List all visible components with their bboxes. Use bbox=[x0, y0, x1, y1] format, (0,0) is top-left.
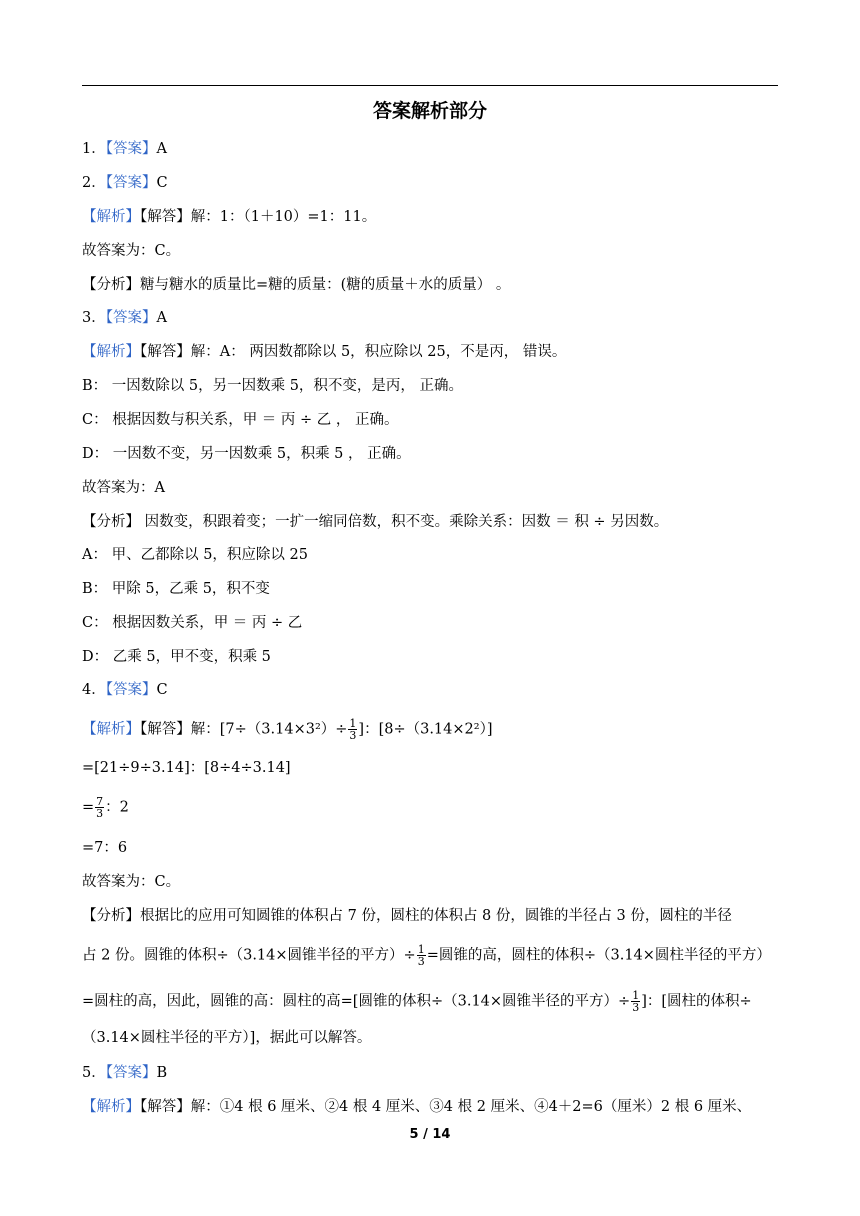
q3-fenxi-line bbox=[82, 512, 668, 532]
q3-fenxi-d: D： 乙乘 5，甲不变，积乘 5 bbox=[82, 649, 271, 665]
q3-fenxi-c: C： 根据因数关系，甲 ＝ 丙 ÷ 乙 bbox=[82, 615, 303, 631]
q2-solution: 解：1：（1＋10）=1：11。 bbox=[190, 209, 377, 225]
fraction-denominator: 3 bbox=[632, 1001, 640, 1014]
answer-tag: 【答案】 bbox=[105, 310, 157, 326]
q5-number: 5． bbox=[82, 1065, 106, 1081]
answer-tag: 【答案】 bbox=[105, 1065, 157, 1081]
page-title: 答案解析部分 bbox=[372, 100, 487, 122]
solve-tag: 【解答】 bbox=[140, 1099, 191, 1115]
fraction-numerator: 1 bbox=[632, 989, 640, 1002]
q4-fenxi-3b: ]：[圆柱的体积÷ bbox=[641, 993, 752, 1010]
fenxi-tag: 【分析】 bbox=[82, 514, 140, 530]
analysis-tag: 【解析】 bbox=[82, 344, 140, 360]
q4-conclusion: 故答案为：C。 bbox=[82, 874, 181, 890]
q1-answer-line bbox=[82, 139, 167, 159]
fraction-one-third bbox=[631, 990, 640, 1013]
q4-fenxi-line-2 bbox=[82, 944, 771, 967]
q2-number: 2． bbox=[82, 175, 106, 191]
q3-answer: A bbox=[156, 310, 167, 326]
q5-answer-line bbox=[82, 1063, 167, 1083]
q4-solution-b: ]：[8÷（3.14×2²）] bbox=[358, 721, 493, 738]
q5-solution-line bbox=[82, 1097, 751, 1117]
q2-answer-line bbox=[82, 173, 168, 193]
fraction-numerator: 1 bbox=[417, 943, 425, 956]
q4-step-2 bbox=[82, 796, 129, 819]
q4-fenxi-2a: 占 2 份。圆锥的体积÷（3.14×圆锥半径的平方）÷ bbox=[82, 947, 416, 964]
q4-step-2-eq: = bbox=[82, 799, 95, 816]
analysis-tag: 【解析】 bbox=[82, 209, 140, 225]
q3-option-c: C： 根据因数与积关系，甲 ＝ 丙 ÷ 乙 ， 正确。 bbox=[82, 412, 399, 428]
q3-number: 3． bbox=[82, 310, 106, 326]
q4-number: 4． bbox=[82, 682, 106, 698]
q3-option-b: B： 一因数除以 5，另一因数乘 5，积不变，是丙， 正确。 bbox=[82, 378, 464, 394]
q2-conclusion: 故答案为：C。 bbox=[82, 243, 181, 259]
fraction-seven-thirds bbox=[95, 796, 104, 819]
q4-solution-line bbox=[82, 718, 492, 741]
q1-number: 1． bbox=[82, 141, 106, 157]
q4-fenxi-line-1 bbox=[82, 906, 732, 926]
q4-fenxi-4: （3.14×圆柱半径的平方）]，据此可以解答。 bbox=[82, 1030, 372, 1046]
fraction-one-third bbox=[348, 718, 357, 741]
answer-tag: 【答案】 bbox=[105, 141, 157, 157]
q4-answer-line bbox=[82, 680, 168, 700]
q4-fenxi-2b: =圆锥的高，圆柱的体积÷（3.14×圆柱半径的平方） bbox=[426, 947, 771, 964]
answer-tag: 【答案】 bbox=[105, 682, 157, 698]
q3-solution-line bbox=[82, 342, 566, 362]
q3-fenxi-a: A： 甲、乙都除以 5，积应除以 25 bbox=[82, 547, 308, 563]
q3-fenxi: 因数变，积跟着变；一扩一缩同倍数，积不变。乘除关系：因数 ＝ 积 ÷ 另因数。 bbox=[140, 514, 669, 530]
q2-solution-line bbox=[82, 207, 376, 227]
q2-answer: C bbox=[156, 175, 168, 191]
q4-fenxi-3a: =圆柱的高，因此，圆锥的高：圆柱的高=[圆锥的体积÷（3.14×圆锥半径的平方）÷ bbox=[82, 993, 631, 1010]
q1-answer: A bbox=[156, 141, 167, 157]
fraction-numerator: 1 bbox=[349, 717, 357, 730]
analysis-tag: 【解析】 bbox=[82, 721, 140, 738]
fenxi-tag: 【分析】 bbox=[82, 277, 140, 293]
q2-fenxi: 糖与糖水的质量比=糖的质量：(糖的质量＋水的质量） 。 bbox=[140, 277, 511, 293]
q3-conclusion: 故答案为：A bbox=[82, 480, 165, 496]
fraction-numerator: 7 bbox=[96, 795, 104, 808]
analysis-tag: 【解析】 bbox=[82, 1099, 140, 1115]
q4-fenxi-1: 根据比的应用可知圆锥的体积占 7 份，圆柱的体积占 8 份，圆锥的半径占 3 份，圆柱的半径 bbox=[140, 908, 732, 924]
q3-answer-line bbox=[82, 308, 167, 328]
q5-answer: B bbox=[156, 1065, 168, 1081]
q4-solution-a: 解：[7÷（3.14×3²）÷ bbox=[190, 721, 348, 738]
fenxi-tag: 【分析】 bbox=[82, 908, 140, 924]
page-number: 5 / 14 bbox=[409, 1127, 451, 1142]
header-rule bbox=[82, 85, 778, 86]
solve-tag: 【解答】 bbox=[140, 344, 191, 360]
solve-tag: 【解答】 bbox=[140, 721, 191, 738]
fraction-denominator: 3 bbox=[349, 729, 357, 742]
q3-fenxi-b: B： 甲除 5，乙乘 5，积不变 bbox=[82, 581, 270, 597]
q3-option-d: D： 一因数不变，另一因数乘 5，积乘 5 ， 正确。 bbox=[82, 446, 411, 462]
q4-step-3: =7：6 bbox=[82, 840, 128, 856]
q2-fenxi-line bbox=[82, 275, 510, 295]
solve-tag: 【解答】 bbox=[140, 209, 191, 225]
q4-step-2-rest: ：2 bbox=[105, 799, 129, 816]
q5-solution: 解：①4 根 6 厘米、②4 根 4 厘米、③4 根 2 厘米、④4＋2=6（厘米）2 根 6 厘米、 bbox=[190, 1099, 752, 1115]
q4-fenxi-line-3 bbox=[82, 990, 752, 1013]
fraction-one-third bbox=[417, 944, 426, 967]
q3-solution: 解：A： 两因数都除以 5，积应除以 25，不是丙， 错误。 bbox=[190, 344, 567, 360]
fraction-denominator: 3 bbox=[417, 955, 425, 968]
answer-tag: 【答案】 bbox=[105, 175, 157, 191]
q4-step-1: =[21÷9÷3.14]：[8÷4÷3.14] bbox=[82, 760, 291, 776]
fraction-denominator: 3 bbox=[96, 807, 104, 820]
q4-answer: C bbox=[156, 682, 168, 698]
